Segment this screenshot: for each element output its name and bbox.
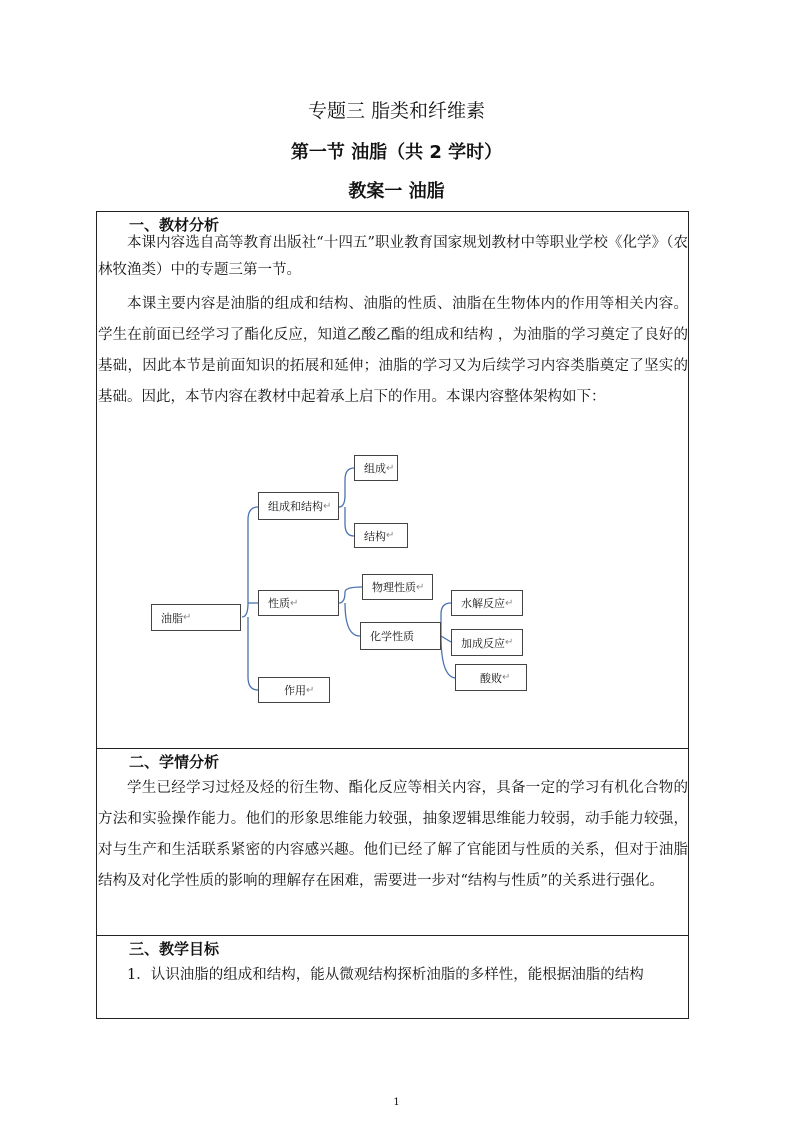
section-heading-textbook-analysis: 一、教材分析 <box>129 216 220 234</box>
node-chemical-properties: 化学性质 <box>360 622 441 650</box>
node-composition-structure: 组成和结构 ↵ <box>258 492 339 520</box>
paragraph: 本课内容选自高等教育出版社“十四五”职业教育国家规划教材中等职业学校《化学》（农林牧渔类）中的专题三第一节。 <box>98 235 688 278</box>
node-addition: 加成反应 ↵ <box>451 629 523 656</box>
page-number: 1 <box>393 1097 400 1108</box>
table-divider <box>96 748 689 749</box>
paragraph: 学生已经学习过烃及烃的衍生物、酯化反应等相关内容，具备一定的学习有机化合物的方法和实验操作能力。他们的形象思维能力较强，抽象逻辑思维能力较弱，动手能力较强，对与生产和生活联系紧密的内容感兴趣。他们已经了解了官能团与性质的关系，但对于油脂结构及对化学性质的影响的理解存在困难，需要进一步对“结构与性质”的关系进行强化。 <box>98 780 688 889</box>
node-hydrolysis: 水解反应 ↵ <box>451 590 523 616</box>
node-properties: 性质 ↵ <box>258 590 339 616</box>
node-function: 作用 ↵ <box>258 677 330 703</box>
paragraph: 1．认识油脂的组成和结构，能从微观结构探析油脂的多样性，能根据油脂的结构 <box>127 967 644 983</box>
paragraph: 本课主要内容是油脂的组成和结构、油脂的性质、油脂在生物体内的作用等相关内容。学生在前面已经学习了酯化反应，知道乙酸乙酯的组成和结构 ，为油脂的学习奠定了良好的基础，因此本节是前面知识的拓展和延伸；油脂的学习又为后续学习内容类脂奠定了坚实的基础。因此，本节内容在教材中起着承上启下的作用。本课内容整体架构如下： <box>98 296 688 405</box>
section-heading-learner-analysis: 二、学情分析 <box>129 753 220 771</box>
section-heading-teaching-goals: 三、教学目标 <box>129 940 220 958</box>
node-composition: 组成 ↵ <box>354 455 398 481</box>
document-title: 专题三 脂类和纤维素 <box>307 100 486 122</box>
lesson-title: 教案一 油脂 <box>348 181 445 202</box>
node-oil: 油脂 ↵ <box>151 604 241 631</box>
section-title: 第一节 油脂（共 2 学时） <box>290 142 503 163</box>
node-structure: 结构 ↵ <box>354 523 408 548</box>
node-rancidity: 酸败 ↵ <box>455 664 527 691</box>
node-physical-properties: 物理性质 ↵ <box>362 574 433 600</box>
table-divider <box>96 935 689 936</box>
